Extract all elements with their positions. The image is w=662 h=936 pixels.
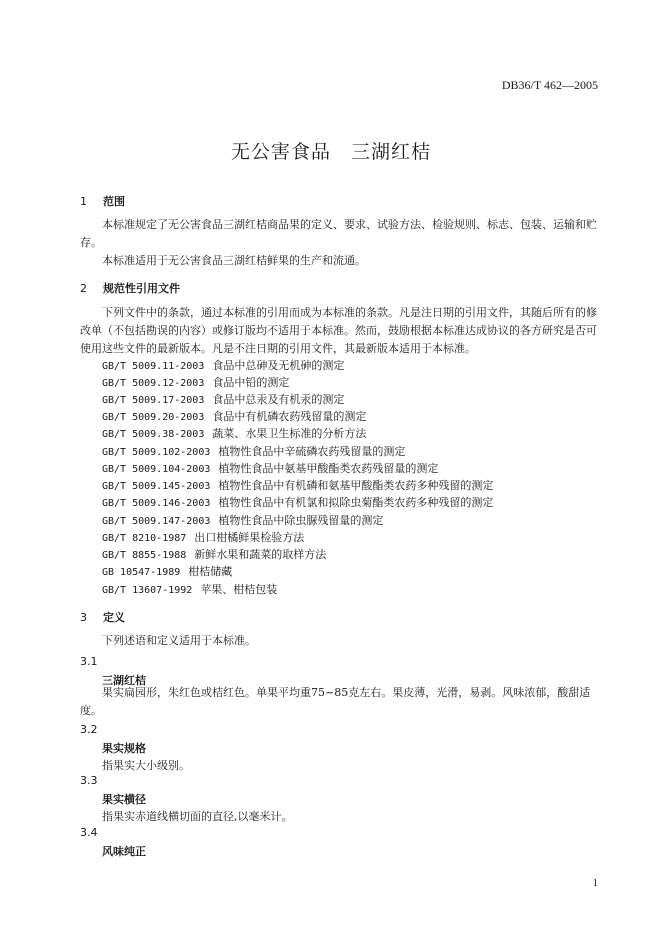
reference-code: GB/T 5009.12-2003 (102, 378, 205, 389)
reference-item (102, 391, 344, 407)
paragraph: 本标准适用于无公害食品三湖红桔鲜果的生产和流通。 (102, 254, 366, 267)
term-title: 三湖红桔 (102, 674, 146, 687)
reference-item (102, 512, 383, 528)
term-number: 3.3 (80, 774, 98, 787)
term-title: 果实规格 (102, 742, 146, 755)
reference-code: GB/T 5009.20-2003 (102, 412, 205, 423)
reference-code: GB/T 5009.102-2003 (102, 447, 211, 458)
reference-item (102, 443, 405, 459)
paragraph: 下列文件中的条款，通过本标准的引用而成为本标准的条款。凡是注日期的引用文件，其随后所有的修改单（不包括勘误的内容）或修订版均不适用于本标准。然而，鼓励根据本标准达成协议的各方研究是否可使用这些文件的最新版本。凡是不注日期的引用文件，其最新版本适用于本标准。 (80, 306, 597, 355)
paragraph: 本标准规定了无公害食品三湖红桔商品果的定义、要求、试验方法、检验规则、标志、包装、运输和贮存。 (80, 218, 597, 249)
reference-title: 植物性食品中辛硫磷农药残留量的测定 (218, 445, 406, 458)
term-number: 3.1 (80, 655, 98, 668)
document-title: 无公害食品 三湖红桔 (230, 141, 431, 163)
reference-code: GB/T 13607-1992 (102, 585, 193, 596)
reference-title: 植物性食品中有机磷和氨基甲酸酯类农药多种残留的测定 (218, 479, 494, 492)
reference-title: 苹果、柑桔包装 (200, 583, 278, 596)
term-number: 3.4 (80, 826, 98, 839)
reference-title: 食品中铅的测定 (212, 376, 290, 389)
reference-item (102, 546, 326, 562)
reference-code: GB/T 5009.17-2003 (102, 395, 205, 406)
reference-title: 植物性食品中氨基甲酸酯类农药残留量的测定 (218, 462, 439, 475)
section-number: 3 (80, 611, 87, 624)
reference-item (102, 581, 277, 597)
reference-item (102, 374, 289, 390)
reference-code: GB/T 8210-1987 (102, 533, 187, 544)
term-definition: 指果实大小级别。 (102, 759, 190, 772)
reference-code: GB/T 5009.11-2003 (102, 361, 205, 372)
reference-item (102, 408, 366, 424)
reference-item (102, 494, 493, 510)
section-title: 定义 (103, 611, 125, 624)
reference-title: 植物性食品中除虫脲残留量的测定 (218, 514, 384, 527)
term-definition: 果实扁园形，朱红色或桔红色。单果平均重75~85克左右。果皮薄，光滑，易剥。风味浓郁，酸甜适度。 (80, 686, 591, 717)
reference-title: 出口柑橘鲜果检验方法 (194, 531, 305, 544)
reference-code: GB/T 5009.104-2003 (102, 464, 211, 475)
section-title: 规范性引用文件 (103, 282, 180, 295)
reference-code: GB 10547-1989 (102, 567, 181, 578)
reference-title: 植物性食品中有机氯和拟除虫菊酯类农药多种残留的测定 (218, 496, 494, 509)
reference-item (102, 357, 344, 373)
reference-item (102, 529, 304, 545)
section-number: 1 (80, 195, 87, 208)
section-1-heading (80, 193, 125, 209)
reference-item (102, 563, 232, 579)
section-number: 2 (80, 282, 87, 295)
reference-item (102, 477, 493, 493)
document-code: DB36/T 462—2005 (501, 78, 598, 92)
term-title: 风味纯正 (102, 845, 146, 858)
reference-item (102, 460, 438, 476)
term-title: 果实横径 (102, 793, 146, 806)
reference-code: GB/T 5009.147-2003 (102, 516, 211, 527)
reference-title: 蔬菜、水果卫生标准的分析方法 (212, 427, 367, 440)
reference-code: GB/T 5009.38-2003 (102, 429, 205, 440)
reference-title: 柑桔储藏 (188, 565, 233, 578)
reference-title: 食品中总汞及有机汞的测定 (212, 393, 345, 406)
reference-code: GB/T 5009.146-2003 (102, 498, 211, 509)
paragraph: 下列述语和定义适用于本标准。 (102, 634, 256, 647)
term-definition: 指果实赤道线横切面的直径,以毫米计。 (102, 810, 293, 823)
term-number: 3.2 (80, 723, 98, 736)
reference-title: 新鲜水果和蔬菜的取样方法 (194, 548, 327, 561)
section-2-heading (80, 280, 180, 296)
reference-title: 食品中总砷及无机砷的测定 (212, 359, 345, 372)
reference-code: GB/T 5009.145-2003 (102, 481, 211, 492)
reference-code: GB/T 8855-1988 (102, 550, 187, 561)
page-number: 1 (592, 877, 598, 889)
section-title: 范围 (103, 195, 125, 208)
reference-title: 食品中有机磷农药残留量的测定 (212, 410, 367, 423)
section-3-heading (80, 609, 125, 625)
reference-item (102, 425, 366, 441)
